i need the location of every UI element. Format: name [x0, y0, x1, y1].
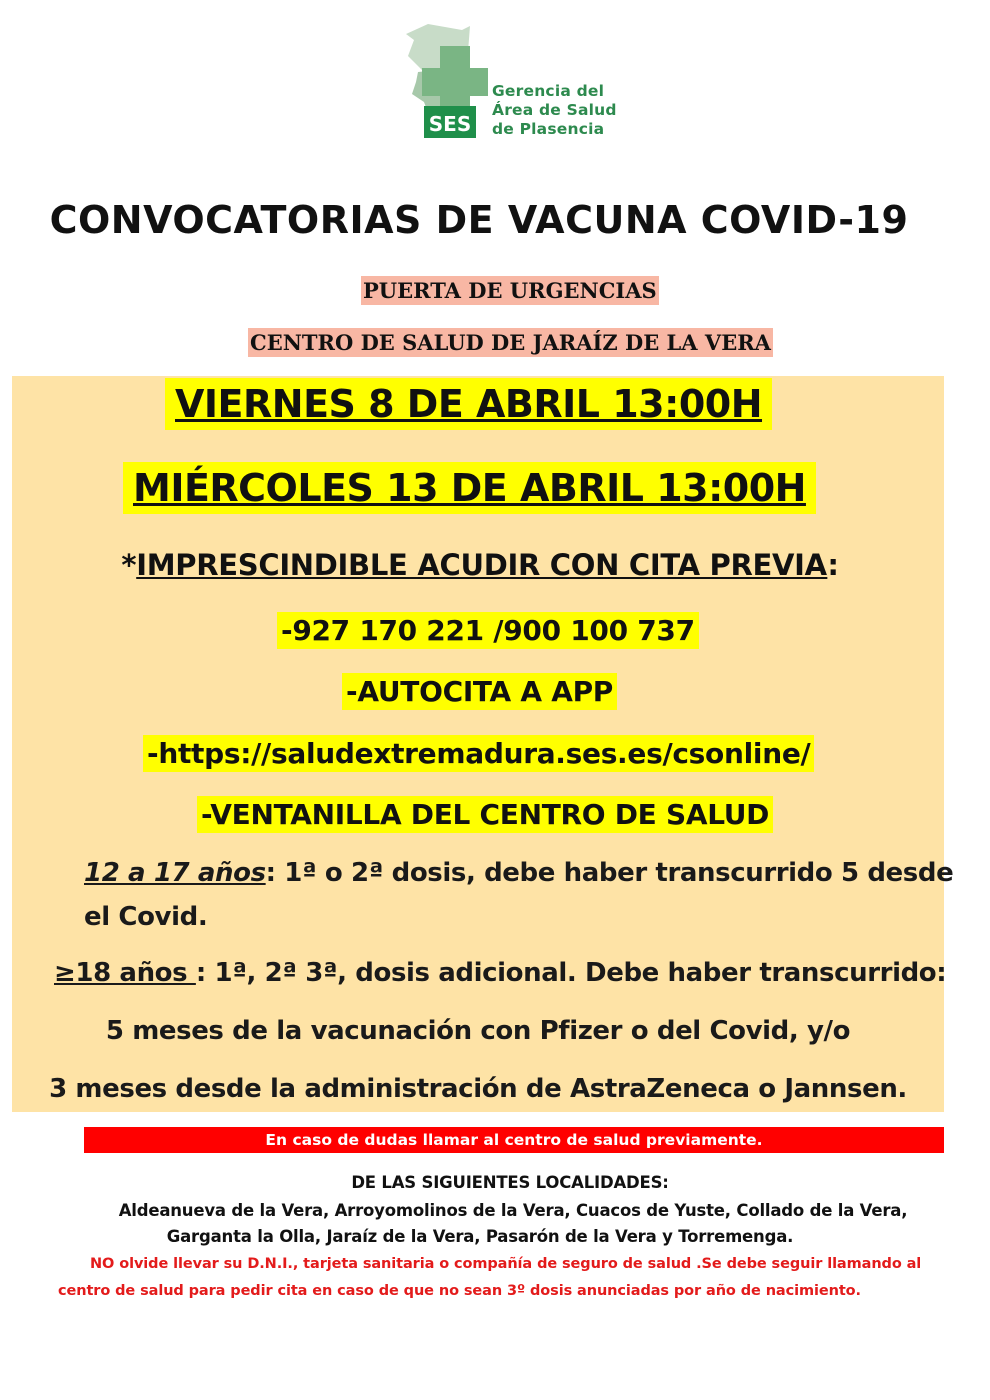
group-18-line3: 3 meses desde la administración de AstraZeneca o Jannsen. [49, 1074, 907, 1104]
ses-logo [400, 22, 640, 152]
note-line-2: centro de salud para pedir cita en caso de que no sean 3º dosis anunciadas por año de nacimiento. [58, 1283, 861, 1299]
group-18-line2: 5 meses de la vacunación con Pfizer o del Covid, y/o [105, 1016, 851, 1046]
page-title: CONVOCATORIAS DE VACUNA COVID-19 [49, 198, 909, 242]
extremadura-map-icon [400, 22, 492, 142]
logo-badge-text: SES [428, 112, 472, 136]
logo-text [492, 82, 617, 139]
requirement-main: IMPRESCINDIBLE ACUDIR CON CITA PREVIA [136, 548, 828, 582]
autocita-app: -AUTOCITA A APP [342, 673, 617, 710]
group-18-plus: ≥18 años : 1ª, 2ª 3ª, dosis adicional. Debe haber transcurrido: [54, 958, 947, 988]
online-url[interactable]: -https://saludextremadura.ses.es/csonline/ [143, 735, 814, 772]
localities-header: DE LAS SIGUIENTES LOCALIDADES: [351, 1173, 669, 1192]
group-12-17-label: 12 a 17 años [84, 858, 266, 888]
phone-numbers: -927 170 221 /900 100 737 [277, 612, 699, 649]
subtitle-centro: CENTRO DE SALUD DE JARAÍZ DE LA VERA [250, 330, 771, 355]
group-12-17-cont: el Covid. [84, 902, 208, 932]
doubts-banner: En caso de dudas llamar al centro de salud previamente. [84, 1127, 944, 1153]
note-line-1: NO olvide llevar su D.N.I., tarjeta sanitaria o compañía de seguro de salud .Se debe seguir llamando al [90, 1256, 922, 1272]
ventanilla: -VENTANILLA DEL CENTRO DE SALUD [197, 796, 773, 833]
group-18-plus-label: ≥18 años [54, 958, 196, 988]
logo-line-2: Área de Salud [492, 101, 617, 119]
localities-line-2: Garganta la Olla, Jaraíz de la Vera, Pasarón de la Vera y Torremenga. [166, 1227, 794, 1246]
requirement-text: *IMPRESCINDIBLE ACUDIR CON CITA PREVIA: [121, 548, 839, 582]
localities-line-1: Aldeanueva de la Vera, Arroyomolinos de la Vera, Cuacos de Yuste, Collado de la Vera, [118, 1201, 908, 1220]
subtitle-puerta: PUERTA DE URGENCIAS [363, 278, 657, 303]
group-12-17: 12 a 17 años: 1ª o 2ª dosis, debe haber transcurrido 5 desde [84, 858, 954, 888]
logo-line-3: de Plasencia [492, 120, 605, 138]
logo-line-1: Gerencia del [492, 82, 605, 100]
date-2: MIÉRCOLES 13 DE ABRIL 13:00H [123, 462, 816, 514]
date-1: VIERNES 8 DE ABRIL 13:00H [165, 378, 772, 430]
